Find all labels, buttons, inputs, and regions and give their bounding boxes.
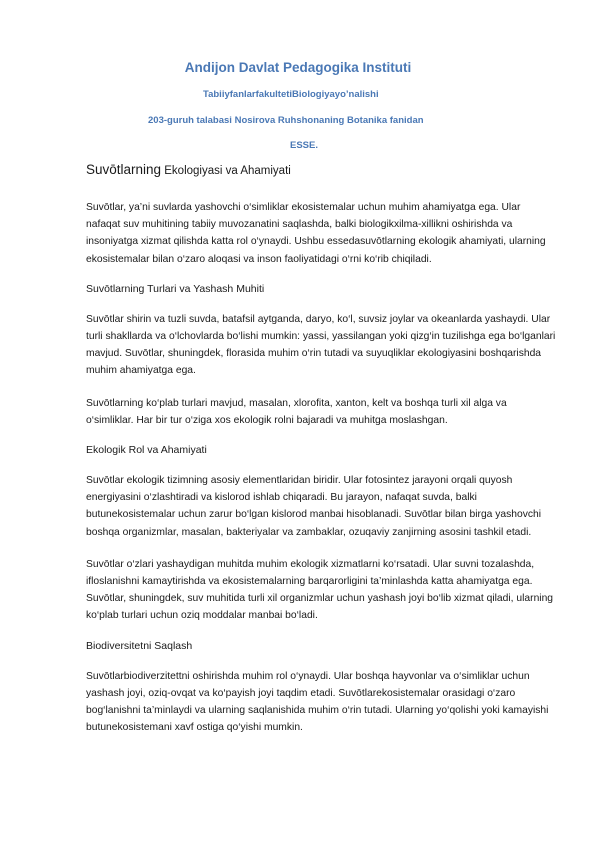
section-heading-types: Suvōtlarning Turlari va Yashash Muhiti xyxy=(86,282,265,295)
section-role-paragraph-1: Suvōtlar ekologik tizimning asosiy elementlaridan biridir. Ular fotosintez jarayoni orqali quyosh energiyasini o‘zlashtiradi va kislorod ishlab chiqaradi. Bu jarayon, nafaqat suvda, balki butunekosistemalar uchun zarur bo‘lgan kislorod manbai hisoblanadi. Suvōtlar bilan birga yashovchi boshqa organizmlar, masalan, bakteriyalar va zambaklar, ozuqaviy zanjirning asosini tashkil etadi. xyxy=(86,475,542,538)
essay-title-rest: Ekologiyasi va Ahamiyati xyxy=(161,165,291,177)
section-types-paragraph-2: Suvōtlarning ko‘plab turlari mavjud, masalan, xlorofita, xanton, kelt va boshqa turli xil alga va o‘simliklar. Har bir tur o‘ziga xos ekologik rolni bajaradi va muhitga moslashgan. xyxy=(86,397,507,426)
faculty-line: TabiiyfanlarfakultetiBiologiyayo’nalishi xyxy=(203,89,379,100)
section-types-paragraph-1: Suvōtlar shirin va tuzli suvda, batafsil aytganda, daryo, ko‘l, suvsiz joylar va okeanlarda yashaydi. Ular turli shakllarda va o‘lchovlarda bo‘lishi mumkin: yassi, yassilangan yoki qizg‘in tuzilishga ega bo‘lganlari mavjud. Suvōtlar, shuningdek, florasida muhim o‘rin tutadi va suyuqliklar ekologiyasini boshqarishda muhim ahamiyatga ega. xyxy=(86,313,556,377)
essay-title xyxy=(86,162,556,177)
essay-body xyxy=(86,162,556,751)
section-heading-biodiversity: Biodiversitetni Saqlash xyxy=(86,639,193,652)
section-role-paragraph-2: Suvōtlar o‘zlari yashaydigan muhitda muhim ekologik xizmatlarni ko‘rsatadi. Ular suvni tozalashda, ifloslanishni kamaytirishda va ekosistemalarning barqarorligini ta’minlashda katta ahamiyatga ega. Suvōtlar, shuningdek, suv muhitida turli xil organizmlar uchun yashash joyi bo‘lib xizmat qiladi, ularning ko‘plab turlari uchun oziq moddalar manbai bo‘ladi. xyxy=(86,558,554,622)
group-line: 203-guruh talabasi Nosirova Ruhshonaning Botanika fanidan xyxy=(148,115,424,126)
document-type: ESSE. xyxy=(290,140,318,151)
essay-title-first-word: Suvōtlarning xyxy=(86,162,162,177)
section-heading-ecological-role: Ekologik Rol va Ahamiyati xyxy=(86,444,207,457)
institution-title: Andijon Davlat Pedagogika Instituti xyxy=(184,60,412,75)
section-biodiversity-paragraph: Suvōtlarbiodiverzitettni oshirishda muhim rol o‘ynaydi. Ular boshqa hayvonlar va o‘simliklar uchun yashash joyi, oziq-ovqat va ko‘payish joyi taqdim etadi. Suvōtlarekosistemalar orasidagi o‘zaro bog‘lanishni ta’minlaydi va ularning saqlanishida muhim o‘rin tutadi. Ularning yo‘qolishi yoki kamayishi butunekosistemani xavf ostiga qo‘yishi mumkin. xyxy=(86,670,549,734)
intro-paragraph: Suvōtlar, ya’ni suvlarda yashovchi o‘simliklar ekosistemalar uchun muhim ahamiyatga ega. Ular nafaqat suv muhitining tabiiy muvozanatini saqlashda, balki biologikxilma-xillikni oshirishda va insoniyatga xizmat qilishda katta rol o‘ynaydi. Ushbu essedasuvōtlarning ekologik ahamiyati, ularning ekosistemalar bilan o‘zaro aloqasi va inson faoliyatidagi o‘rni ko‘rib chiqiladi. xyxy=(86,202,546,265)
